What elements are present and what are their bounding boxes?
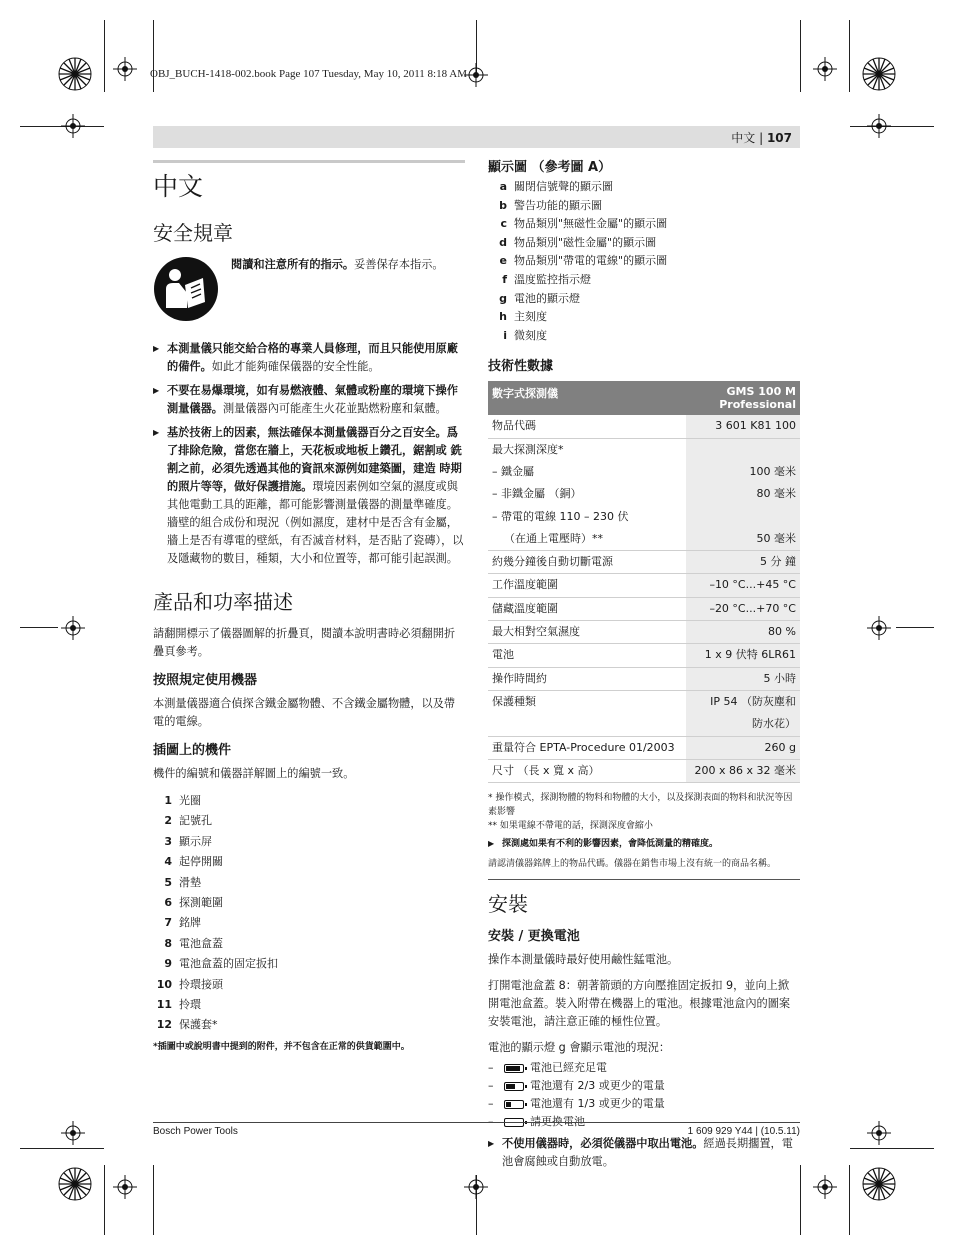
header-separator: | — [759, 131, 764, 145]
crop-mark — [104, 20, 105, 92]
item-label: 關閉信號聲的顯示圖 — [514, 180, 613, 193]
list-item — [153, 934, 465, 954]
registration-mark-icon — [464, 1175, 488, 1199]
crop-mark — [104, 1165, 105, 1235]
row-value: 防水花） — [686, 713, 800, 736]
row-value: 200 x 86 x 32 毫米 — [686, 759, 800, 782]
registration-mark-icon — [113, 1175, 137, 1199]
warning-text: 經過長期擱置，電池會腐蝕或自動放電。 — [502, 1137, 793, 1169]
table-row — [488, 415, 800, 438]
registration-mark-icon — [61, 616, 85, 640]
registration-mark-icon — [813, 57, 837, 81]
item-label: 顯示屏 — [179, 834, 212, 848]
registration-mark-icon — [867, 114, 891, 138]
row-value: –10 °C...+45 °C — [686, 574, 800, 597]
list-item — [153, 811, 465, 831]
row-value: 260 g — [686, 736, 800, 759]
battery-one-third-icon — [504, 1100, 524, 1109]
tech-warning — [488, 837, 800, 851]
list-item: – 電池還有 1/3 或更少的電量 — [488, 1095, 800, 1113]
table-row — [488, 438, 800, 461]
table-row — [488, 483, 800, 505]
item-letter: e — [499, 254, 507, 268]
row-value — [686, 506, 800, 528]
item-label: 記號孔 — [179, 814, 212, 828]
warning-bold: 本測量儀只能交給合格的專業人員修理，而且只能使用原廠的備件。 — [167, 342, 458, 373]
display-heading: 顯示圖 （參考圖 A） — [488, 160, 612, 175]
tech-note-2: ** 如果電線不帶電的話，探測深度會縮小 — [488, 821, 653, 832]
item-number: 4 — [164, 855, 172, 869]
registration-mark-icon — [61, 114, 85, 138]
parts-footnote: *插圖中或說明書中提到的附件，并不包含在正常的供貨範圍中。 — [153, 1041, 410, 1052]
parts-heading: 插圖上的機件 — [153, 743, 232, 758]
item-number: 6 — [164, 896, 172, 910]
table-row — [488, 528, 800, 551]
item-letter: h — [499, 310, 507, 324]
warning-text: 如此才能夠確保儀器的安全性能。 — [211, 360, 380, 373]
item-label: 探測範圍 — [179, 896, 223, 910]
crop-mark — [20, 627, 58, 628]
list-item — [488, 290, 800, 309]
list-item — [488, 252, 800, 271]
item-label: 物品類別"帶電的電線"的顯示圖 — [514, 254, 668, 268]
battery-status-list — [488, 1059, 800, 1131]
warning-bold: 不要在易爆環境，如有易燃液體、氣體或粉塵的環境下操作測量儀器。 — [167, 384, 458, 415]
item-number: 5 — [164, 875, 172, 889]
safety-heading: 安全規章 — [153, 221, 233, 245]
registration-mark-icon — [464, 63, 488, 87]
list-item — [488, 197, 800, 216]
install-p3: 電池的顯示燈 g 會顯示電池的現況： — [488, 1041, 671, 1055]
footer-docnum: 1 609 929 Y44 | (10.5.11) — [687, 1126, 800, 1137]
warning-text: 測量儀器內可能產生火花並點燃粉塵和氣體。 — [222, 402, 447, 415]
starburst-mark-icon — [862, 57, 896, 91]
table-row — [488, 597, 800, 620]
warning-text: 環境因素例如空氣的濕度或與其他電動工具的距離，都可能影響測量儀器的測量準確度。牆壁的組合成份和現況（例如濕度，建材中是否含有金屬，牆上是否有導電的壁紙，有否滅音材料，是否貼了瓷磚），以及隱藏物的數目，種類，大小和位置等，都可能引起誤測。 — [167, 480, 464, 565]
row-value — [686, 438, 800, 461]
install-subheading: 安裝 / 更換電池 — [488, 929, 580, 945]
crop-mark — [20, 1148, 104, 1149]
item-letter: g — [499, 291, 507, 305]
tech-heading: 技術性數據 — [488, 359, 554, 375]
left-column — [153, 160, 465, 1054]
crop-mark — [850, 126, 934, 127]
warning-bold: 探測處如果有不利的影響因素，會降低測量的精確度。 — [502, 839, 719, 850]
row-value: 1 x 9 伏特 6LR61 — [686, 644, 800, 667]
battery-state-label: 電池已經充足電 — [530, 1061, 607, 1075]
item-letter: b — [499, 198, 507, 212]
safety-intro-text: 妥善保存本指示。 — [354, 258, 444, 271]
item-number: 12 — [156, 1018, 172, 1032]
page-header — [731, 129, 792, 146]
list-item: – 電池還有 2/3 或更少的電量 — [488, 1077, 800, 1095]
row-label: 工作溫度範圍 — [488, 574, 686, 597]
safety-bullets — [153, 340, 465, 568]
row-value: 5 小時 — [686, 667, 800, 690]
item-label: 拎環 — [179, 998, 201, 1012]
table-row — [488, 667, 800, 690]
table-row — [488, 506, 800, 528]
table-header-right — [686, 381, 800, 415]
item-number: 9 — [164, 957, 172, 971]
page-number: 107 — [766, 131, 792, 145]
item-label: 電池的顯示燈 — [514, 291, 580, 305]
row-label: – 非鐵金屬 （銅） — [492, 487, 582, 501]
item-label: 電池盒蓋 — [179, 936, 223, 950]
item-number: 1 — [164, 794, 172, 807]
list-item — [153, 954, 465, 974]
warning-bold: 不使用儀器時，必須從儀器中取出電池。 — [502, 1137, 704, 1151]
row-value: 3 601 K81 100 — [686, 415, 800, 438]
row-label: – 鐵金屬 — [492, 464, 534, 478]
install-p1: 操作本測量儀時最好使用鹼性錳電池。 — [488, 953, 679, 967]
list-item — [488, 215, 800, 234]
item-number: 2 — [164, 814, 172, 828]
starburst-mark-icon — [58, 57, 92, 91]
print-slug: OBJ_BUCH-1418-002.book Page 107 Tuesday, May 10, 2011 8:18 AM — [150, 68, 467, 80]
list-item — [153, 424, 465, 568]
battery-two-thirds-icon — [504, 1082, 524, 1091]
item-label: 拎環接頭 — [179, 977, 223, 991]
tech-note-1: * 操作模式，探測物體的物料和物體的大小，以及探測表面的物料和狀況等因素影響 — [488, 793, 793, 818]
item-number: 7 — [164, 916, 172, 930]
item-number: 8 — [164, 936, 172, 950]
registration-mark-icon — [61, 1121, 85, 1145]
crop-mark — [800, 1165, 801, 1235]
row-label: 最大相對空氣濕度 — [488, 621, 686, 644]
item-label: 物品類別"無磁性金屬"的顯示圖 — [514, 217, 668, 231]
table-row — [488, 551, 800, 574]
footer-brand: Bosch Power Tools — [153, 1126, 238, 1137]
item-letter: c — [500, 217, 507, 231]
item-label: 滑墊 — [179, 875, 201, 889]
list-item: – 電池已經充足電 — [488, 1059, 800, 1077]
crop-mark — [896, 627, 934, 628]
list-item — [153, 791, 465, 811]
table-row — [488, 759, 800, 782]
table-row — [488, 736, 800, 759]
footer-rule — [153, 1122, 800, 1123]
row-label: – 帶電的電線 110 – 230 伏 — [492, 509, 629, 523]
page-header-bar — [153, 126, 800, 148]
product-heading: 產品和功率描述 — [153, 590, 293, 614]
install-heading: 安裝 — [488, 892, 528, 917]
row-label: 重量符合 EPTA-Procedure 01/2003 — [488, 736, 686, 759]
list-item — [488, 178, 800, 197]
right-column — [488, 156, 800, 1177]
read-manual-icon — [153, 256, 219, 322]
crop-mark — [153, 20, 154, 92]
row-value: 100 毫米 — [686, 461, 800, 483]
list-item — [153, 995, 465, 1015]
item-label: 警告功能的顯示圖 — [514, 198, 602, 212]
item-label: 起停開關 — [179, 855, 223, 869]
display-list — [488, 178, 800, 345]
model-name: GMS 100 M — [726, 385, 796, 399]
item-label: 物品類別"磁性金屬"的顯示圖 — [514, 235, 657, 249]
list-item — [153, 913, 465, 933]
list-item — [153, 852, 465, 872]
item-letter: i — [503, 328, 507, 342]
warning-bold: 基於技術上的因素，無法確保本測量儀器百分之百安全。爲了排除危險，當您在牆上，天花板或地板上鑽孔，鋸割或 銑割之前，必須先透過其他的資訊來源例如建築圖，建造 時期的照片等等，做好保護措施。 — [167, 426, 462, 493]
item-label: 光圈 — [179, 794, 201, 807]
list-item — [488, 327, 800, 346]
list-item — [153, 975, 465, 995]
list-item — [488, 271, 800, 290]
row-value: 80 毫米 — [686, 483, 800, 505]
safety-intro-bold: 閱讀和注意所有的指示。 — [231, 258, 355, 271]
item-letter: a — [499, 180, 507, 193]
list-item: – 請更換電池 — [488, 1113, 800, 1131]
item-letter: f — [502, 272, 507, 286]
crop-mark — [849, 1165, 850, 1235]
starburst-mark-icon — [58, 1167, 92, 1201]
section-rule — [153, 160, 465, 163]
row-label: 保護種類 — [492, 694, 536, 708]
table-row — [488, 644, 800, 667]
label-note: 請認清儀器銘牌上的物品代碼。儀器在銷售市場上沒有統一的商品名稱。 — [488, 859, 777, 870]
registration-mark-icon — [867, 616, 891, 640]
row-label: 最大探測深度* — [492, 442, 564, 456]
list-item — [488, 234, 800, 253]
starburst-mark-icon — [862, 1167, 896, 1201]
model-suffix: Professional — [719, 398, 796, 412]
spec-table — [488, 381, 800, 783]
table-header-left: 數字式探測儀 — [488, 381, 686, 415]
item-letter: d — [499, 235, 507, 249]
row-label: （在通上電壓時）** — [488, 528, 686, 551]
registration-mark-icon — [813, 1175, 837, 1199]
row-value: IP 54 （防灰塵和 — [686, 690, 800, 713]
table-row — [488, 713, 800, 736]
list-item — [153, 340, 465, 376]
item-label: 微刻度 — [514, 328, 547, 342]
list-item — [488, 837, 800, 851]
registration-mark-icon — [113, 57, 137, 81]
page-title: 中文 — [153, 172, 204, 201]
list-item — [153, 832, 465, 852]
row-value: –20 °C...+70 °C — [686, 597, 800, 620]
row-value: 50 毫米 — [686, 528, 800, 551]
battery-state-label: 請更換電池 — [530, 1115, 585, 1129]
battery-full-icon — [504, 1064, 524, 1073]
list-item — [153, 1015, 465, 1035]
usage-heading: 按照規定使用機器 — [153, 673, 258, 688]
row-value: 5 分 鐘 — [686, 551, 800, 574]
item-number: 10 — [156, 977, 172, 991]
list-item — [488, 308, 800, 327]
parts-intro: 機件的編號和儀器詳解圖上的編號一致。 — [153, 767, 355, 780]
install-p2: 打開電池盒蓋 8：朝著箭頭的方向壓推固定扳扣 9，並向上掀開電池盒蓋。裝入附帶在機器上的電池。根據電池盒內的圖案安裝電池，請注意正確的極性位置。 — [488, 979, 791, 1029]
list-item — [488, 1135, 800, 1171]
battery-state-label: 電池還有 1/3 或更少的電量 — [530, 1097, 665, 1111]
crop-mark — [153, 1165, 154, 1235]
item-label: 電池盒蓋的固定扳扣 — [179, 957, 278, 971]
install-warning — [488, 1135, 800, 1171]
list-item — [153, 893, 465, 913]
item-number: 11 — [156, 998, 172, 1012]
row-label — [488, 713, 686, 736]
section-name: 中文 — [731, 131, 756, 145]
parts-list — [153, 791, 465, 1036]
table-row — [488, 621, 800, 644]
row-label: 尺寸 （長 x 寬 x 高） — [488, 759, 686, 782]
row-label: 約幾分鐘後自動切斷電源 — [488, 551, 686, 574]
product-intro: 請翻開標示了儀器圖解的折疊頁，閱讀本說明書時必須翻開折疊頁參考。 — [153, 627, 456, 658]
crop-mark — [850, 1148, 934, 1149]
safety-intro — [153, 256, 465, 322]
item-label: 主刻度 — [514, 310, 547, 324]
row-label: 物品代碼 — [488, 415, 686, 438]
table-header-row — [488, 381, 800, 415]
crop-mark — [849, 20, 850, 92]
crop-mark — [800, 20, 801, 92]
row-label: 儲藏溫度範圍 — [488, 597, 686, 620]
row-label: 操作時間約 — [488, 667, 686, 690]
item-number: 3 — [164, 834, 172, 848]
registration-mark-icon — [867, 1121, 891, 1145]
table-row — [488, 690, 800, 713]
item-label: 溫度監控指示燈 — [514, 272, 591, 286]
table-row — [488, 461, 800, 483]
battery-state-label: 電池還有 2/3 或更少的電量 — [530, 1079, 665, 1093]
row-value: 80 % — [686, 621, 800, 644]
section-rule — [488, 879, 800, 880]
row-label: 電池 — [488, 644, 686, 667]
usage-text: 本測量儀器適合偵探含鐵金屬物體、不含鐵金屬物體，以及帶電的電線。 — [153, 697, 456, 728]
table-row — [488, 574, 800, 597]
item-label: 保護套* — [179, 1018, 218, 1032]
list-item — [153, 382, 465, 418]
item-label: 銘牌 — [179, 916, 201, 930]
list-item — [153, 873, 465, 893]
